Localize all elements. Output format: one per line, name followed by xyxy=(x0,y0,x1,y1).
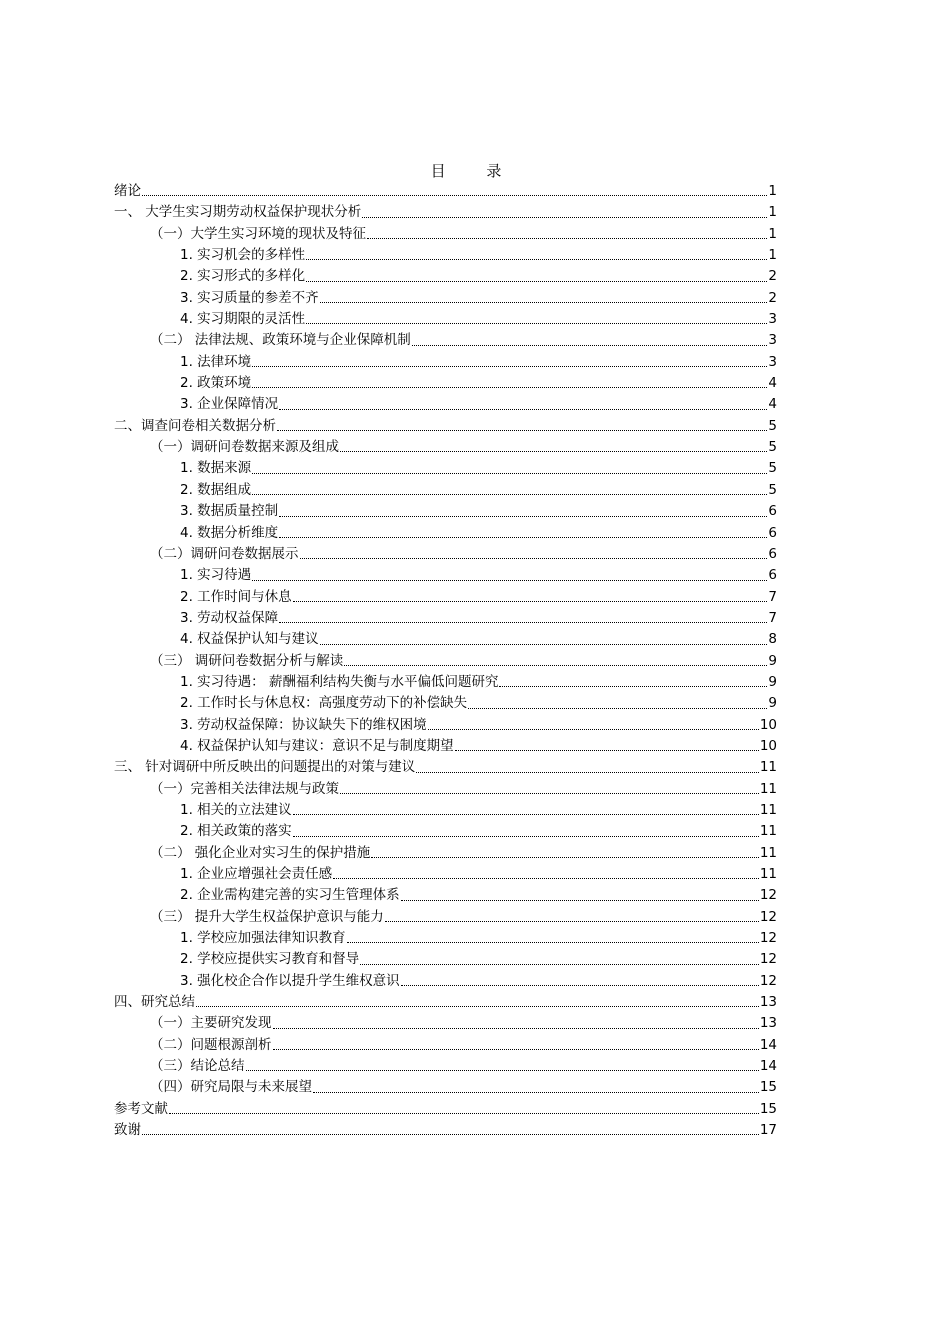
toc-entry-page: 11 xyxy=(759,780,777,797)
toc-entry[interactable] xyxy=(114,821,777,842)
toc-leader-dots xyxy=(252,579,767,581)
toc-entry[interactable] xyxy=(114,181,777,202)
toc-entry-label: 1. 法律环境 xyxy=(180,353,252,370)
toc-entry-page: 12 xyxy=(759,972,777,989)
toc-entry[interactable] xyxy=(114,224,777,245)
toc-entry-label: 4. 权益保护认知与建议 xyxy=(180,631,319,648)
toc-entry-page: 4 xyxy=(768,396,777,413)
toc-entry[interactable] xyxy=(114,757,777,778)
toc-leader-dots xyxy=(367,237,767,239)
toc-leader-dots xyxy=(412,344,768,346)
toc-entry[interactable] xyxy=(114,843,777,864)
toc-entry-page: 5 xyxy=(768,439,777,456)
toc-entry-page: 10 xyxy=(759,737,777,754)
table-of-contents xyxy=(114,181,777,1141)
toc-leader-dots xyxy=(320,301,768,303)
toc-entry[interactable] xyxy=(114,715,777,736)
toc-entry-label: 3. 劳动权益保障：协议缺失下的维权困境 xyxy=(180,716,427,733)
toc-leader-dots xyxy=(416,771,759,773)
toc-entry-page: 12 xyxy=(759,908,777,925)
toc-leader-dots xyxy=(362,216,767,218)
toc-leader-dots xyxy=(252,386,767,388)
toc-entry-page: 12 xyxy=(759,951,777,968)
toc-entry-page: 12 xyxy=(759,930,777,947)
toc-entry[interactable] xyxy=(114,309,777,330)
toc-entry[interactable] xyxy=(114,394,777,415)
toc-leader-dots xyxy=(347,941,759,943)
toc-entry-page: 5 xyxy=(768,460,777,477)
toc-entry-page: 11 xyxy=(759,759,777,776)
toc-entry[interactable] xyxy=(114,288,777,309)
toc-entry[interactable] xyxy=(114,992,777,1013)
toc-entry-label: 2. 企业需构建完善的实习生管理体系 xyxy=(180,887,400,904)
toc-entry-page: 13 xyxy=(759,994,777,1011)
toc-entry[interactable] xyxy=(114,1099,777,1120)
toc-entry[interactable] xyxy=(114,885,777,906)
toc-entry-page: 6 xyxy=(768,545,777,562)
toc-entry-label: 3. 实习质量的参差不齐 xyxy=(180,289,319,306)
toc-entry[interactable] xyxy=(114,352,777,373)
toc-entry[interactable] xyxy=(114,736,777,757)
toc-entry-label: 4. 实习期限的灵活性 xyxy=(180,311,306,328)
toc-entry[interactable] xyxy=(114,523,777,544)
toc-entry-label: 1. 数据来源 xyxy=(180,460,252,477)
toc-entry[interactable] xyxy=(114,907,777,928)
toc-leader-dots xyxy=(277,429,767,431)
toc-leader-dots xyxy=(142,1133,759,1135)
toc-entry-page: 5 xyxy=(768,417,777,434)
toc-entry-label: 致谢 xyxy=(114,1122,141,1139)
toc-leader-dots xyxy=(306,258,767,260)
toc-leader-dots xyxy=(313,1091,759,1093)
toc-entry[interactable] xyxy=(114,544,777,565)
toc-leader-dots xyxy=(306,322,767,324)
toc-entry-page: 9 xyxy=(768,652,777,669)
toc-entry[interactable] xyxy=(114,1056,777,1077)
toc-leader-dots xyxy=(273,1027,759,1029)
toc-leader-dots xyxy=(455,749,759,751)
toc-entry[interactable] xyxy=(114,1120,777,1141)
toc-entry-page: 10 xyxy=(759,716,777,733)
toc-entry[interactable] xyxy=(114,501,777,522)
toc-entry-label: 1. 企业应增强社会责任感 xyxy=(180,866,333,882)
toc-entry-label: 2. 工作时长与休息权：高强度劳动下的补偿缺失 xyxy=(180,695,468,712)
toc-entry-label: （二）问题根源剖析 xyxy=(150,1036,272,1053)
toc-leader-dots xyxy=(293,813,759,815)
toc-entry[interactable] xyxy=(114,565,777,586)
toc-entry[interactable] xyxy=(114,608,777,629)
toc-entry-label: 1. 学校应加强法律知识教育 xyxy=(180,930,346,947)
toc-entry-page: 3 xyxy=(768,353,777,370)
toc-entry-label: 二、调查问卷相关数据分析 xyxy=(114,417,276,434)
toc-leader-dots xyxy=(499,685,767,687)
toc-entry-label: （一）主要研究发现 xyxy=(150,1015,272,1032)
toc-entry[interactable] xyxy=(114,1035,777,1056)
toc-entry-page: 7 xyxy=(768,609,777,626)
toc-entry[interactable] xyxy=(114,202,777,223)
toc-leader-dots xyxy=(340,792,759,794)
toc-entry[interactable] xyxy=(114,949,777,970)
toc-leader-dots xyxy=(344,664,767,666)
toc-entry-label: 2. 实习形式的多样化 xyxy=(180,268,306,285)
toc-entry[interactable] xyxy=(114,779,777,800)
toc-entry-label: 3. 劳动权益保障 xyxy=(180,609,279,626)
toc-entry[interactable] xyxy=(114,330,777,351)
toc-entry-page: 11 xyxy=(759,844,777,861)
toc-entry[interactable] xyxy=(114,928,777,949)
toc-leader-dots xyxy=(371,856,759,858)
toc-entry-label: （四）研究局限与未来展望 xyxy=(150,1079,312,1096)
toc-entry[interactable] xyxy=(114,373,777,394)
toc-entry-page: 17 xyxy=(759,1122,777,1139)
toc-entry-label: （一）大学生实习环境的现状及特征 xyxy=(150,225,366,242)
toc-entry-label: （二） 强化企业对实习生的保护措施 xyxy=(150,844,371,861)
toc-entry[interactable] xyxy=(114,629,777,650)
toc-entry-page: 6 xyxy=(768,503,777,520)
toc-entry-page: 5 xyxy=(768,481,777,498)
toc-leader-dots xyxy=(273,1048,759,1050)
toc-entry-label: （三） 提升大学生权益保护意识与能力 xyxy=(150,908,384,925)
toc-entry-page: 8 xyxy=(768,631,777,648)
toc-entry-page: 1 xyxy=(768,204,777,221)
toc-entry-label: 三、 针对调研中所反映出的问题提出的对策与建议 xyxy=(114,759,416,776)
toc-entry-page: 1 xyxy=(768,247,777,264)
toc-entry-page: 9 xyxy=(768,673,777,690)
toc-entry-label: 2. 政策环境 xyxy=(180,375,252,392)
toc-entry-page: 7 xyxy=(768,588,777,605)
toc-entry-label: 1. 相关的立法建议 xyxy=(180,801,292,818)
toc-entry[interactable] xyxy=(114,1013,777,1034)
toc-entry-page: 11 xyxy=(759,823,777,840)
toc-leader-dots xyxy=(385,920,759,922)
toc-entry-page: 14 xyxy=(759,1036,777,1053)
toc-entry-label: （二）调研问卷数据展示 xyxy=(150,545,299,562)
toc-entry[interactable] xyxy=(114,245,777,266)
toc-entry-page: 1 xyxy=(768,225,777,242)
toc-leader-dots xyxy=(246,1069,759,1071)
toc-leader-dots xyxy=(293,600,768,602)
toc-entry-label: （三）结论总结 xyxy=(150,1058,245,1075)
toc-leader-dots xyxy=(468,707,767,709)
toc-leader-dots xyxy=(293,835,759,837)
toc-entry-label: 2. 数据组成 xyxy=(180,481,252,498)
toc-entry[interactable] xyxy=(114,587,777,608)
toc-entry[interactable] xyxy=(114,416,777,437)
toc-entry-label: 1. 实习机会的多样性 xyxy=(180,247,306,264)
toc-entry-page: 11 xyxy=(759,866,777,882)
toc-leader-dots xyxy=(401,984,759,986)
toc-entry[interactable] xyxy=(114,651,777,672)
toc-leader-dots xyxy=(428,728,759,730)
toc-entry-page: 2 xyxy=(768,289,777,306)
toc-leader-dots xyxy=(300,557,768,559)
toc-entry[interactable] xyxy=(114,266,777,287)
toc-entry-page: 4 xyxy=(768,375,777,392)
toc-entry-page: 6 xyxy=(768,567,777,584)
toc-entry-label: （二） 法律法规、政策环境与企业保障机制 xyxy=(150,332,411,349)
toc-entry[interactable] xyxy=(114,971,777,992)
toc-entry-label: 四、研究总结 xyxy=(114,994,195,1011)
toc-entry-page: 3 xyxy=(768,311,777,328)
toc-entry-page: 2 xyxy=(768,268,777,285)
toc-entry-page: 9 xyxy=(768,695,777,712)
toc-leader-dots xyxy=(279,515,767,517)
toc-entry-label: 2. 相关政策的落实 xyxy=(180,823,292,840)
toc-leader-dots xyxy=(252,365,767,367)
toc-entry-page: 3 xyxy=(768,332,777,349)
toc-leader-dots xyxy=(169,1112,759,1114)
toc-entry-label: 参考文献 xyxy=(114,1100,168,1117)
toc-entry[interactable] xyxy=(114,458,777,479)
toc-leader-dots xyxy=(196,1005,759,1007)
toc-entry-label: 一、 大学生实习期劳动权益保护现状分析 xyxy=(114,204,362,221)
toc-entry-label: 1. 实习待遇： 薪酬福利结构失衡与水平偏低问题研究 xyxy=(180,673,499,690)
toc-entry-page: 14 xyxy=(759,1058,777,1075)
toc-leader-dots xyxy=(401,899,759,901)
toc-entry-page: 15 xyxy=(759,1079,777,1096)
toc-entry-page: 1 xyxy=(768,183,777,199)
toc-entry-label: （三） 调研问卷数据分析与解读 xyxy=(150,652,344,669)
toc-entry-label: 1. 实习待遇 xyxy=(180,567,252,584)
toc-entry-label: （一）完善相关法律法规与政策 xyxy=(150,780,339,797)
toc-leader-dots xyxy=(306,280,767,282)
toc-entry-label: 绪论 xyxy=(114,183,141,199)
toc-entry-label: 2. 工作时间与休息 xyxy=(180,588,292,605)
toc-entry-page: 12 xyxy=(759,887,777,904)
toc-entry-label: 4. 权益保护认知与建议：意识不足与制度期望 xyxy=(180,737,454,754)
toc-title: 目 录 xyxy=(430,162,520,180)
toc-entry[interactable] xyxy=(114,672,777,693)
toc-entry-label: 4. 数据分析维度 xyxy=(180,524,279,541)
toc-entry[interactable] xyxy=(114,864,777,885)
toc-entry-label: 3. 强化校企合作以提升学生维权意识 xyxy=(180,972,400,989)
toc-entry[interactable] xyxy=(114,480,777,501)
toc-entry-label: 3. 数据质量控制 xyxy=(180,503,279,520)
toc-leader-dots xyxy=(333,877,759,879)
toc-entry-label: （一）调研问卷数据来源及组成 xyxy=(150,439,339,456)
toc-entry-label: 2. 学校应提供实习教育和督导 xyxy=(180,951,360,968)
toc-entry-page: 15 xyxy=(759,1100,777,1117)
toc-entry[interactable] xyxy=(114,693,777,714)
toc-leader-dots xyxy=(279,408,767,410)
toc-leader-dots xyxy=(320,643,768,645)
toc-leader-dots xyxy=(252,493,767,495)
toc-leader-dots xyxy=(279,536,767,538)
toc-leader-dots xyxy=(340,450,767,452)
toc-entry[interactable] xyxy=(114,437,777,458)
toc-entry-page: 13 xyxy=(759,1015,777,1032)
toc-entry[interactable] xyxy=(114,800,777,821)
toc-leader-dots xyxy=(252,472,767,474)
toc-leader-dots xyxy=(360,963,759,965)
toc-leader-dots xyxy=(279,621,767,623)
toc-leader-dots xyxy=(142,194,767,196)
toc-entry-page: 6 xyxy=(768,524,777,541)
toc-entry[interactable] xyxy=(114,1077,777,1098)
toc-entry-label: 3. 企业保障情况 xyxy=(180,396,279,413)
toc-entry-page: 11 xyxy=(759,801,777,818)
